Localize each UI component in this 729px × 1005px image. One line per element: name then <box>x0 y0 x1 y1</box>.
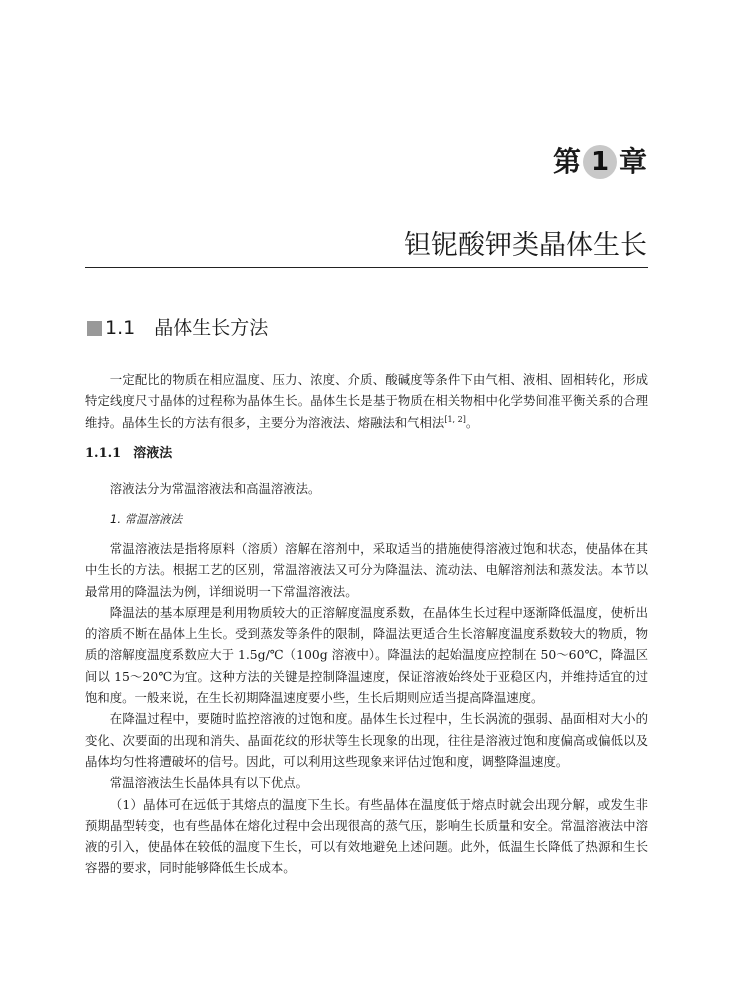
section-number: 1.1 <box>105 317 136 339</box>
intro-paragraph-text: 一定配比的物质在相应温度、压力、浓度、介质、酸碱度等条件下由气相、液相、固相转化，形成特定线度尺寸晶体的过程称为晶体生长。晶体生长是基于物质在相关物相中化学势间准平衡关系的合理维持。晶体生长的方法有很多，主要分为溶液法、熔融法和气相法 <box>85 372 648 430</box>
chapter-number-badge: 1 <box>583 145 617 179</box>
body-paragraph: （1）晶体可在远低于其熔点的温度下生长。有些晶体在温度低于熔点时就会出现分解，或发生非预期晶型转变，也有些晶体在熔化过程中会出现很高的蒸气压，影响生长质量和安全。常温溶液法中溶液的引入，使晶体在较低的温度下生长，可以有效地避免上述问题。此外，低温生长降低了热源和生长容器的要求，同时能够降低生长成本。 <box>85 796 648 876</box>
subsection-title: 溶液法 <box>133 446 173 461</box>
body-paragraph: 常温溶液法生长晶体具有以下优点。 <box>109 775 309 791</box>
subsection-intro-block <box>85 478 648 499</box>
intro-paragraph-end: 。 <box>465 414 479 430</box>
subsection-heading <box>85 444 172 464</box>
body-paragraph: 常温溶液法是指将原料（溶质）溶解在溶剂中，采取适当的措施使得溶液过饱和状态，使晶体在其中生长的方法。根据工艺的区别，常温溶液法又可分为降温法、流动法、电解溶剂法和蒸发法。本节以最常用的降温法为例，详细说明一下常温溶液法。 <box>85 541 648 599</box>
body-paragraph: 降温法的基本原理是利用物质较大的正溶解度温度系数，在晶体生长过程中逐渐降低温度，使析出的溶质不断在晶体上生长。受到蒸发等条件的限制，降温法更适合生长溶解度温度系数较大的物质，物质的溶解度温度系数应大于 1.5g/℃（100g 溶液中）。降温法的起始温度应控制在 50～60℃，降温区间以 15～20℃为宜。这种方法的关键是控制降温速度，保证溶液始终处于亚稳区内，并维持适宜的过饱和度。一般来说，在生长初期降温速度要小些，生长后期则应适当提高降温速度。 <box>85 604 648 706</box>
intro-paragraph-block <box>85 369 648 433</box>
intro-paragraph <box>85 369 648 433</box>
section-title: 晶体生长方法 <box>154 317 269 339</box>
body-paragraph: 在降温过程中，要随时监控溶液的过饱和度。晶体生长过程中，生长涡流的强弱、晶面相对大小的变化、次要面的出现和消失、晶面花纹的形状等生长现象的出现，往往是溶液过饱和度偏高或偏低以及晶体均匀性将遭破坏的信号。因此，可以利用这些现象来评估过饱和度，调整降温速度。 <box>85 711 648 769</box>
subsection-intro: 溶液法分为常温溶液法和高温溶液法。 <box>109 481 321 496</box>
chapter-title: 钽铌酸钾类晶体生长 <box>404 230 647 261</box>
item-heading: 1. 常温溶液法 <box>110 512 183 526</box>
chapter-prefix: 第 <box>552 145 581 178</box>
citation: [1, 2] <box>444 414 466 424</box>
body-text <box>85 538 648 879</box>
section-heading <box>87 315 268 341</box>
chapter-title-rule <box>85 267 648 268</box>
chapter-suffix: 章 <box>618 145 647 178</box>
subsection-number: 1.1.1 <box>85 446 122 461</box>
section-marker-icon <box>87 321 102 336</box>
chapter-label <box>553 143 647 181</box>
